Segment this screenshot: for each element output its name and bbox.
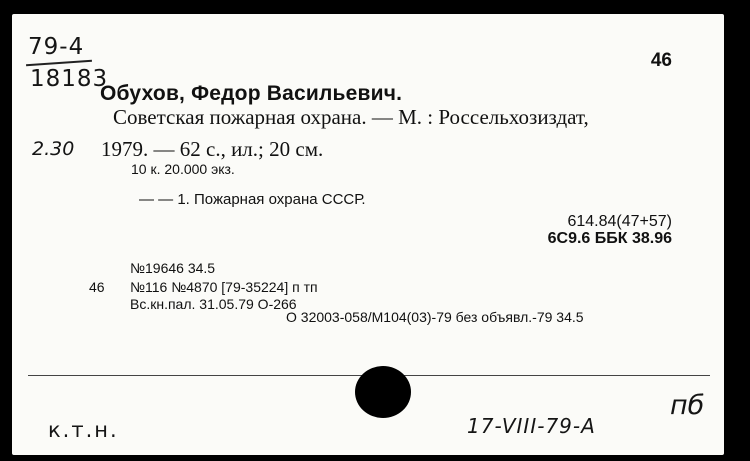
udk-code: 614.84(47+57): [567, 213, 672, 230]
catalog-card: [12, 14, 724, 455]
card-punch-hole: [355, 366, 411, 418]
handwritten-bottom-code: 18183: [30, 66, 109, 92]
page-number: 46: [650, 50, 672, 71]
registration-line-1: №19646 34.5: [130, 260, 216, 276]
handwritten-top-code: 79-4: [28, 34, 85, 60]
author-heading: Обухов, Федор Васильевич.: [100, 82, 403, 105]
registration-line-3: Вс.кн.пал. 31.05.79 О-266: [130, 296, 297, 312]
registration-number-left: 46: [89, 279, 105, 295]
registration-line-4: О 32003-058/М104(03)-79 без объявл.-79 34.5: [286, 309, 584, 325]
handwritten-price-mark: 2.30: [32, 138, 75, 160]
bbk-code: 6С9.6 ББК 38.96: [547, 230, 672, 247]
handwritten-degree: к.т.н.: [48, 418, 119, 442]
price-line: 10 к. 20.000 экз.: [131, 161, 235, 177]
handwritten-date: 17-VIII-79-А: [467, 414, 596, 438]
imprint-line: 1979. — 62 с., ил.; 20 см.: [101, 137, 324, 161]
registration-line-2: №116 №4870 [79-35224] п тп: [130, 279, 318, 295]
handwritten-initials: пб: [670, 390, 705, 421]
subject-line: — — 1. Пожарная охрана СССР.: [139, 191, 366, 208]
title-line: Советская пожарная охрана. — М. : Россельхозиздат,: [113, 105, 589, 129]
